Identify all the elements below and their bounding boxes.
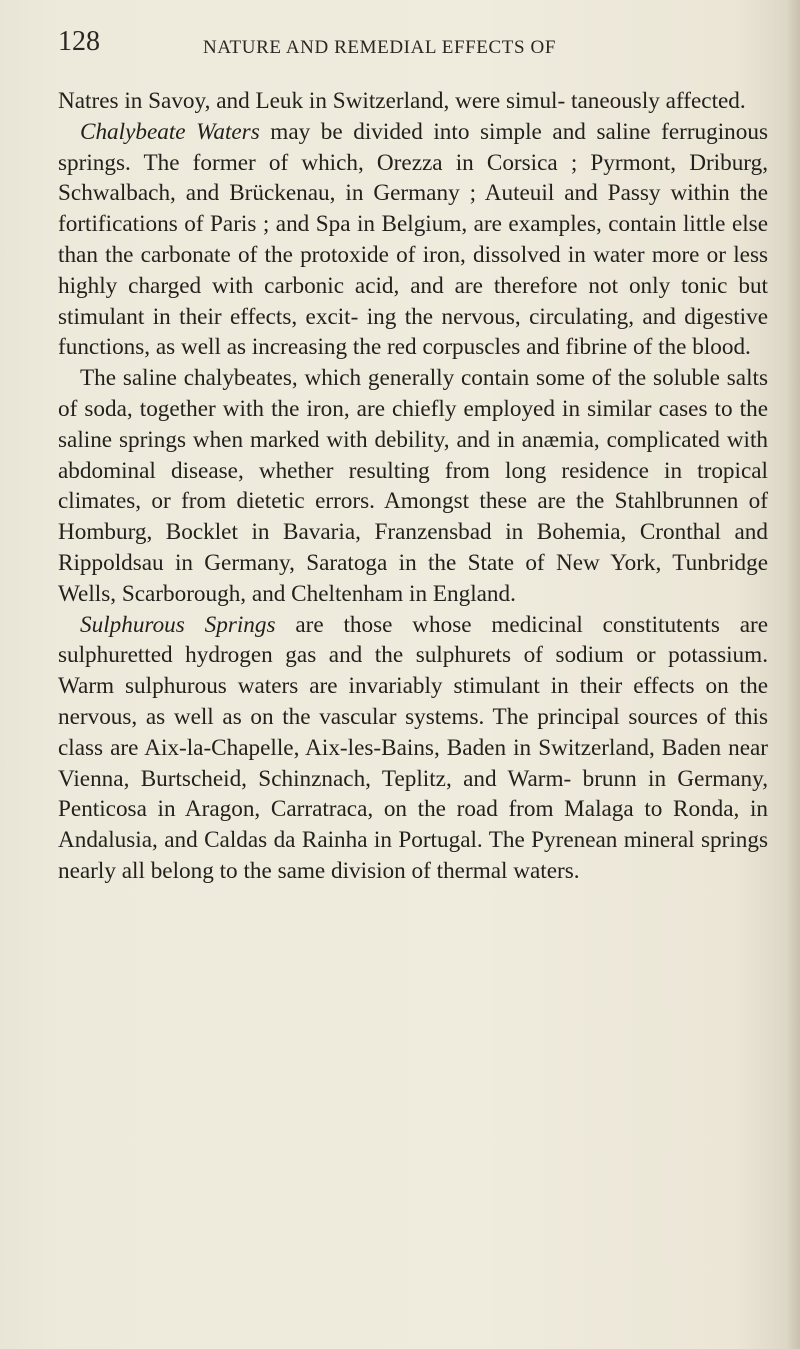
paragraph-text: Natres in Savoy, and Leuk in Switzerland, were simul- taneously affected. — [58, 88, 746, 114]
running-title: NATURE AND REMEDIAL EFFECTS OF — [203, 37, 556, 58]
paragraph-text: may be divided into simple and saline ferruginous springs. The former of which, Orezza in Corsica ; Pyrmont, Driburg, Schwalbach, and Brückenau, in Germany ; Auteuil and Passy within the fortifications of Paris ; and Spa in Belgium, are examples, contain little else than the carbonate of the protoxide of iron, dissolved in water more or less highly charged with carbonic acid, and are therefore not only tonic but stimulant in their effects, excit- ing the nervous, circulating, and digestive functions, as well as increasing the red corpuscles and fibrine of the blood. — [58, 118, 768, 361]
paragraph-continuation — [58, 86, 768, 117]
paragraph-saline-chalybeates — [58, 363, 768, 609]
paragraph-text: are those whose medicinal constitutents are sulphuretted hydrogen gas and the sulphurets of sodium or potassium. Warm sulphurous waters are invariably stimulant in their effects on the nervous, as well as on the vascular systems. The principal sources of this class are Aix-la-Chapelle, Aix-les-Bains, Baden in Switzerland, Baden near Vienna, Burtscheid, Schinznach, Teplitz, and Warm- brunn in Germany, Penticosa in Aragon, Carratraca, on the road from Malaga to Ronda, in Andalusia, and Caldas da Rainha in Portugal. The Pyrenean mineral springs nearly all belong to the same division of thermal waters. — [58, 611, 768, 884]
body-text — [58, 86, 768, 887]
paragraph-sulphurous-springs — [58, 610, 768, 887]
page-header — [58, 26, 758, 70]
paragraph-text: The saline chalybeates, which generally contain some of the soluble salts of soda, together with the iron, are chiefly employed in similar cases to the saline springs when marked with debility, and in anæmia, complicated with abdominal disease, whether resulting from long residence in tropical climates, or from dietetic errors. Amongst these are the Stahlbrunnen of Homburg, Bocklet in Bavaria, Franzensbad in Bohemia, Cronthal and Rippoldsau in Germany, Saratoga in the State of New York, Tunbridge Wells, Scarborough, and Cheltenham in England. — [58, 365, 768, 607]
paragraph-lead-heading: Chalybeate Waters — [80, 118, 260, 145]
page-edge-shadow — [786, 0, 800, 1349]
paragraph-lead-heading: Sulphurous Springs — [80, 611, 276, 638]
paragraph-chalybeate-waters — [58, 117, 768, 363]
page-number: 128 — [58, 26, 100, 57]
